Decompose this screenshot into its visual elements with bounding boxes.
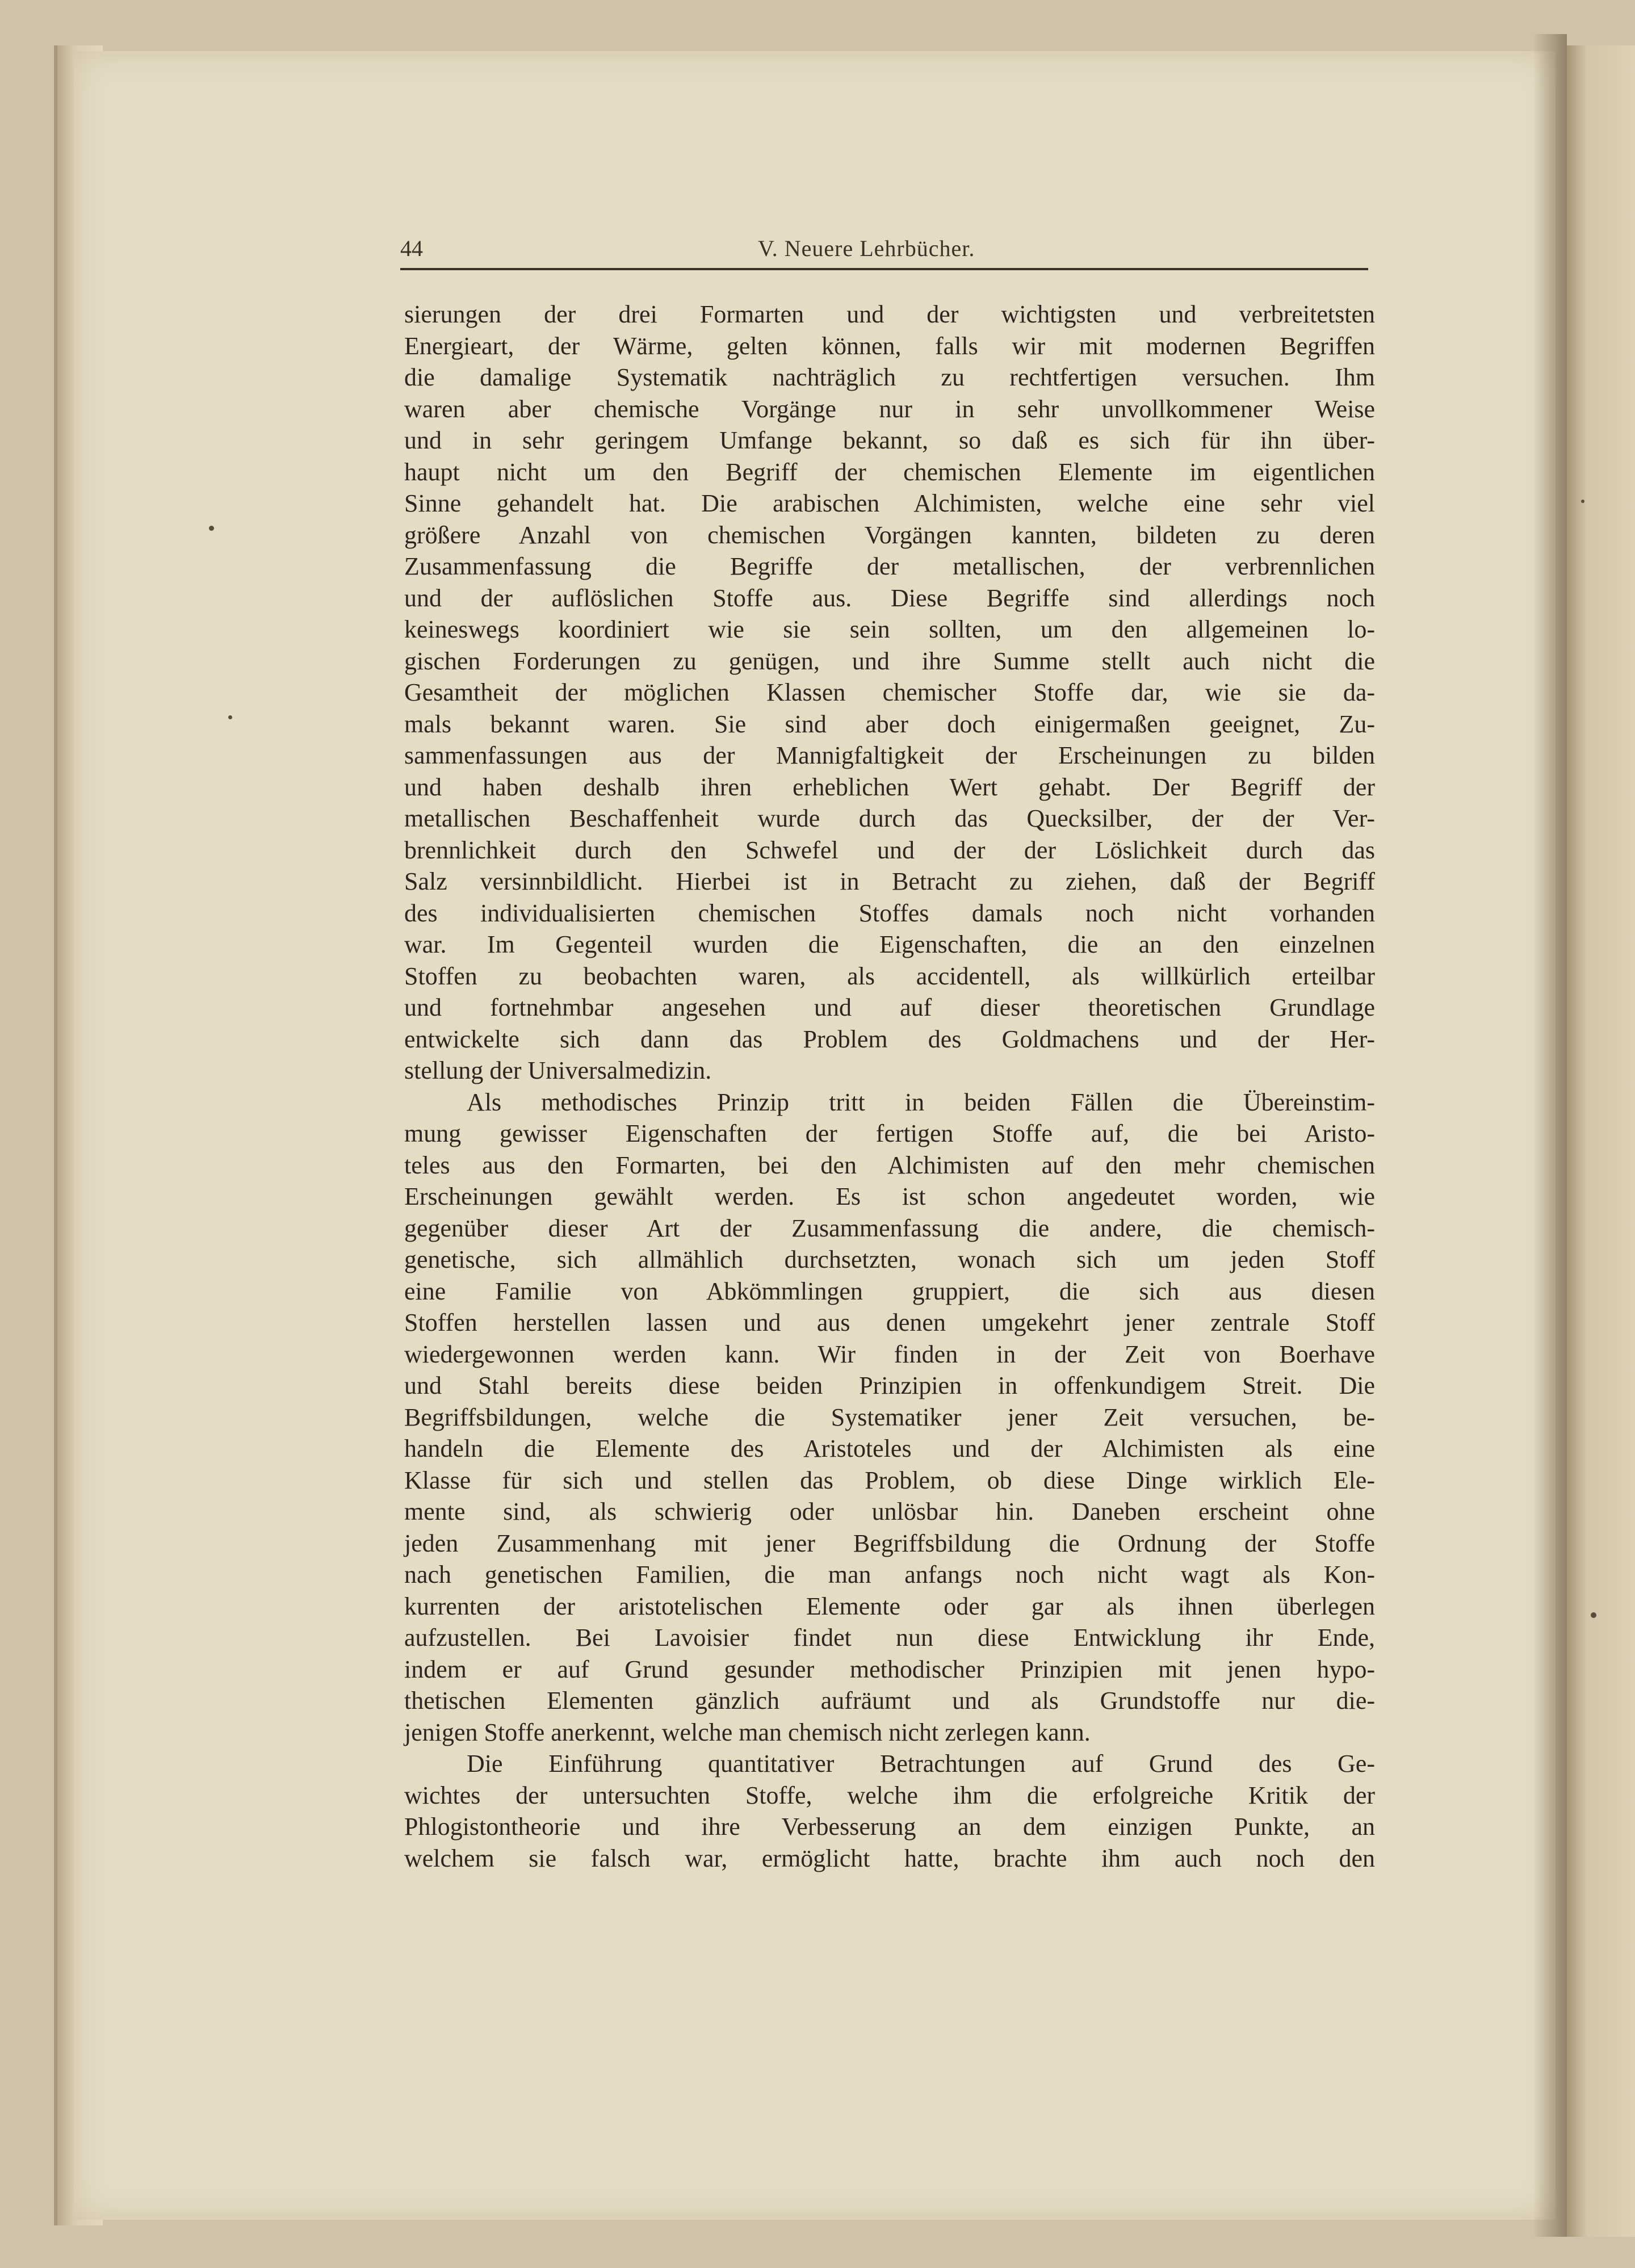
text-line: und in sehr geringem Umfange bekannt, so daß es sich für ihn über- [404,426,1375,454]
text-line: Energieart, der Wärme, gelten können, falls wir mit modernen Begriffen [404,332,1375,360]
text-line: nach genetischen Familien, die man anfangs noch nicht wagt als Kon- [404,1561,1375,1588]
text-line: Begriffsbildungen, welche die Systematiker jener Zeit versuchen, be- [404,1403,1375,1431]
text-line: die damalige Systematik nachträglich zu rechtfertigen versuchen. Ihm [404,363,1375,391]
text-line: Gesamtheit der möglichen Klassen chemischer Stoffe dar, wie sie da- [404,678,1375,706]
text-line: Phlogistontheorie und ihre Verbesserung an dem einzigen Punkte, an [404,1813,1375,1841]
text-line: waren aber chemische Vorgänge nur in sehr unvollkommener Weise [404,395,1375,423]
text-line: entwickelte sich dann das Problem des Goldmachens und der Her- [404,1025,1375,1053]
text-line: sierungen der drei Formarten und der wichtigsten und verbreitetsten [404,300,1375,328]
text-line: wiedergewonnen werden kann. Wir finden in der Zeit von Boerhave [404,1340,1375,1368]
text-line: haupt nicht um den Begriff der chemischen Elemente im eigentlichen [404,458,1375,486]
text-line: und Stahl bereits diese beiden Prinzipien in offenkundigem Streit. Die [404,1372,1375,1399]
paper-speck [1581,500,1584,503]
text-line: jeden Zusammenhang mit jener Begriffsbildung die Ordnung der Stoffe [404,1529,1375,1557]
text-line: Stoffen herstellen lassen und aus denen umgekehrt jener zentrale Stoff [404,1309,1375,1336]
text-line: handeln die Elemente des Aristoteles und der Alchimisten als eine [404,1435,1375,1462]
text-line: Zusammenfassung die Begriffe der metallischen, der verbrennlichen [404,552,1375,580]
paper-speck [228,715,232,719]
paper-speck [209,526,214,531]
text-line: kurrenten der aristotelischen Elemente oder gar als ihnen überlegen [404,1592,1375,1620]
spine-shadow [1533,34,1567,2237]
text-line: aufzustellen. Bei Lavoisier findet nun diese Entwicklung ihr Ende, [404,1624,1375,1651]
text-line: metallischen Beschaffenheit wurde durch das Quecksilber, der der Ver- [404,804,1375,832]
text-line: größere Anzahl von chemischen Vorgängen kannten, bildeten zu deren [404,521,1375,549]
page-header [400,234,1368,270]
text-line: mente sind, als schwierig oder unlösbar hin. Daneben erscheint ohne [404,1498,1375,1525]
text-line: mals bekannt waren. Sie sind aber doch einigermaßen geeignet, Zu- [404,710,1375,738]
text-line: mung gewisser Eigenschaften der fertigen Stoffe auf, die bei Aristo- [404,1120,1375,1147]
page-number: 44 [400,236,423,261]
text-line: Die Einführung quantitativer Betrachtungen auf Grund des Ge- [467,1750,1375,1777]
text-line: genetische, sich allmählich durchsetzten, wonach sich um jeden Stoff [404,1246,1375,1273]
text-line: thetischen Elementen gänzlich aufräumt und als Grundstoffe nur die- [404,1687,1375,1714]
text-line: und fortnehmbar angesehen und auf dieser theoretischen Grundlage [404,993,1375,1021]
text-line: brennlichkeit durch den Schwefel und der der Löslichkeit durch das [404,836,1375,864]
paper-speck [1591,1612,1596,1618]
text-line: welchem sie falsch war, ermöglicht hatte, brachte ihm auch noch den [404,1844,1375,1872]
text-line: sammenfassungen aus der Mannigfaltigkeit der Erscheinungen zu bilden [404,741,1375,769]
facing-page-edge [1567,45,1635,2237]
text-line: eine Familie von Abkömmlingen gruppiert, die sich aus diesen [404,1277,1375,1305]
text-line: Salz versinnbildlicht. Hierbei ist in Betracht zu ziehen, daß der Begriff [404,867,1375,895]
text-line: Stoffen zu beobachten waren, als accidentell, als willkürlich erteilbar [404,962,1375,990]
text-line: indem er auf Grund gesunder methodischer Prinzipien mit jenen hypo- [404,1655,1375,1683]
text-line: und haben deshalb ihren erheblichen Wert gehabt. Der Begriff der [404,773,1375,801]
running-title: V. Neuere Lehrbücher. [758,236,975,261]
text-line: gegenüber dieser Art der Zusammenfassung die andere, die chemisch- [404,1214,1375,1242]
text-line: wichtes der untersuchten Stoffe, welche ihm die erfolgreiche Kritik der [404,1781,1375,1809]
text-line: Als methodisches Prinzip tritt in beiden Fällen die Übereinstim- [467,1088,1375,1116]
text-line: des individualisierten chemischen Stoffes damals noch nicht vorhanden [404,899,1375,927]
text-line: war. Im Gegenteil wurden die Eigenschaften, die an den einzelnen [404,930,1375,958]
text-line: Sinne gehandelt hat. Die arabischen Alchimisten, welche eine sehr viel [404,489,1375,517]
text-line: und der auflöslichen Stoffe aus. Diese Begriffe sind allerdings noch [404,584,1375,612]
text-line: Erscheinungen gewählt werden. Es ist schon angedeutet worden, wie [404,1183,1375,1210]
text-line: keineswegs koordiniert wie sie sein sollten, um den allgemeinen lo- [404,615,1375,643]
text-line: Klasse für sich und stellen das Problem, ob diese Dinge wirklich Ele- [404,1466,1375,1494]
text-line: teles aus den Formarten, bei den Alchimisten auf den mehr chemischen [404,1151,1375,1179]
body-text [404,299,1375,1874]
text-line: jenigen Stoffe anerkennt, welche man chemisch nicht zerlegen kann. [404,1718,1091,1746]
text-line: gischen Forderungen zu genügen, und ihre Summe stellt auch nicht die [404,647,1375,675]
text-line: stellung der Universalmedizin. [404,1057,712,1084]
